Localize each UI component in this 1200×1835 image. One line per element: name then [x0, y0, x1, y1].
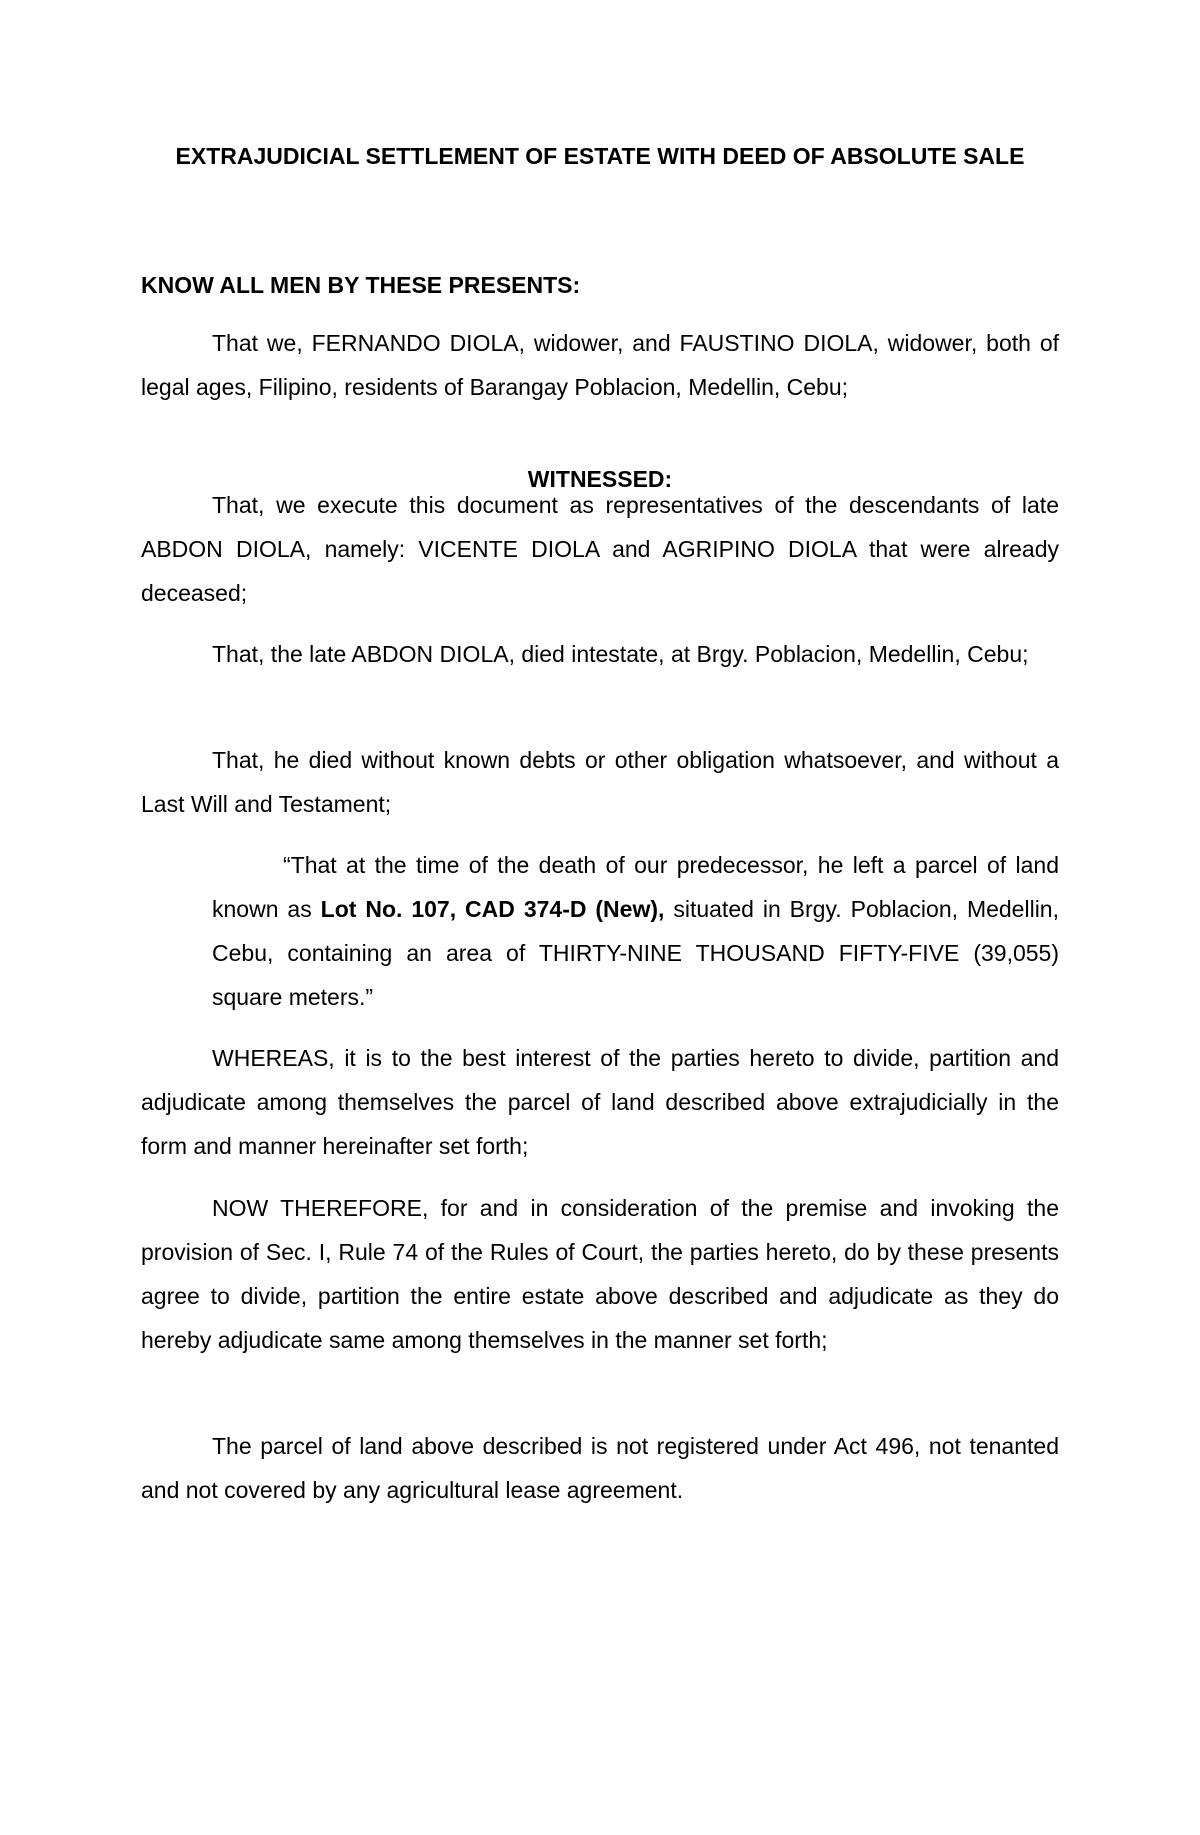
- quote-text-part1: “That at the time of the death of our predecessor, he left a parcel of land known as: [212, 852, 1059, 922]
- lot-number: Lot No. 107, CAD 374-D (New),: [320, 896, 665, 922]
- died-intestate-paragraph: That, the late ABDON DIOLA, died intestate, at Brgy. Poblacion, Medellin, Cebu;: [212, 641, 1029, 667]
- document-title: EXTRAJUDICIAL SETTLEMENT OF ESTATE WITH DEED OF ABSOLUTE SALE: [175, 143, 1025, 169]
- no-debts-paragraph: That, he died without known debts or other obligation whatsoever, and without a Last Will and Testament;: [141, 747, 1059, 817]
- intro-paragraph: That we, FERNANDO DIOLA, widower, and FAUSTINO DIOLA, widower, both of legal ages, Filipino, residents of Barangay Poblacion, Medellin, Cebu;: [141, 330, 1059, 400]
- witnessed-heading: WITNESSED:: [527, 466, 673, 492]
- know-all-men-heading: KNOW ALL MEN BY THESE PRESENTS:: [141, 272, 581, 298]
- land-description-quote: [212, 843, 1059, 1019]
- now-therefore-paragraph: NOW THEREFORE, for and in consideration of the premise and invoking the provision of Sec. I, Rule 74 of the Rules of Court, the parties hereto, do by these presents agree to divide, partition the entire estate above described and adjudicate as they do hereby adjudicate same among themselves in the manner set forth;: [141, 1195, 1059, 1353]
- land-status-paragraph: The parcel of land above described is not registered under Act 496, not tenanted and not covered by any agricultural lease agreement.: [141, 1433, 1059, 1503]
- whereas-paragraph: WHEREAS, it is to the best interest of the parties hereto to divide, partition and adjudicate among themselves the parcel of land described above extrajudicially in the form and manner hereinafter set forth;: [141, 1045, 1059, 1159]
- quote-text-part2: situated in Brgy. Poblacion, Medellin, Cebu, containing an area of THIRTY-NINE THOUSAND FIFTY-FIVE (39,055) square meters.”: [212, 896, 1059, 1010]
- representatives-paragraph: That, we execute this document as representatives of the descendants of late ABDON DIOLA, namely: VICENTE DIOLA and AGRIPINO DIOLA that were already deceased;: [141, 492, 1059, 606]
